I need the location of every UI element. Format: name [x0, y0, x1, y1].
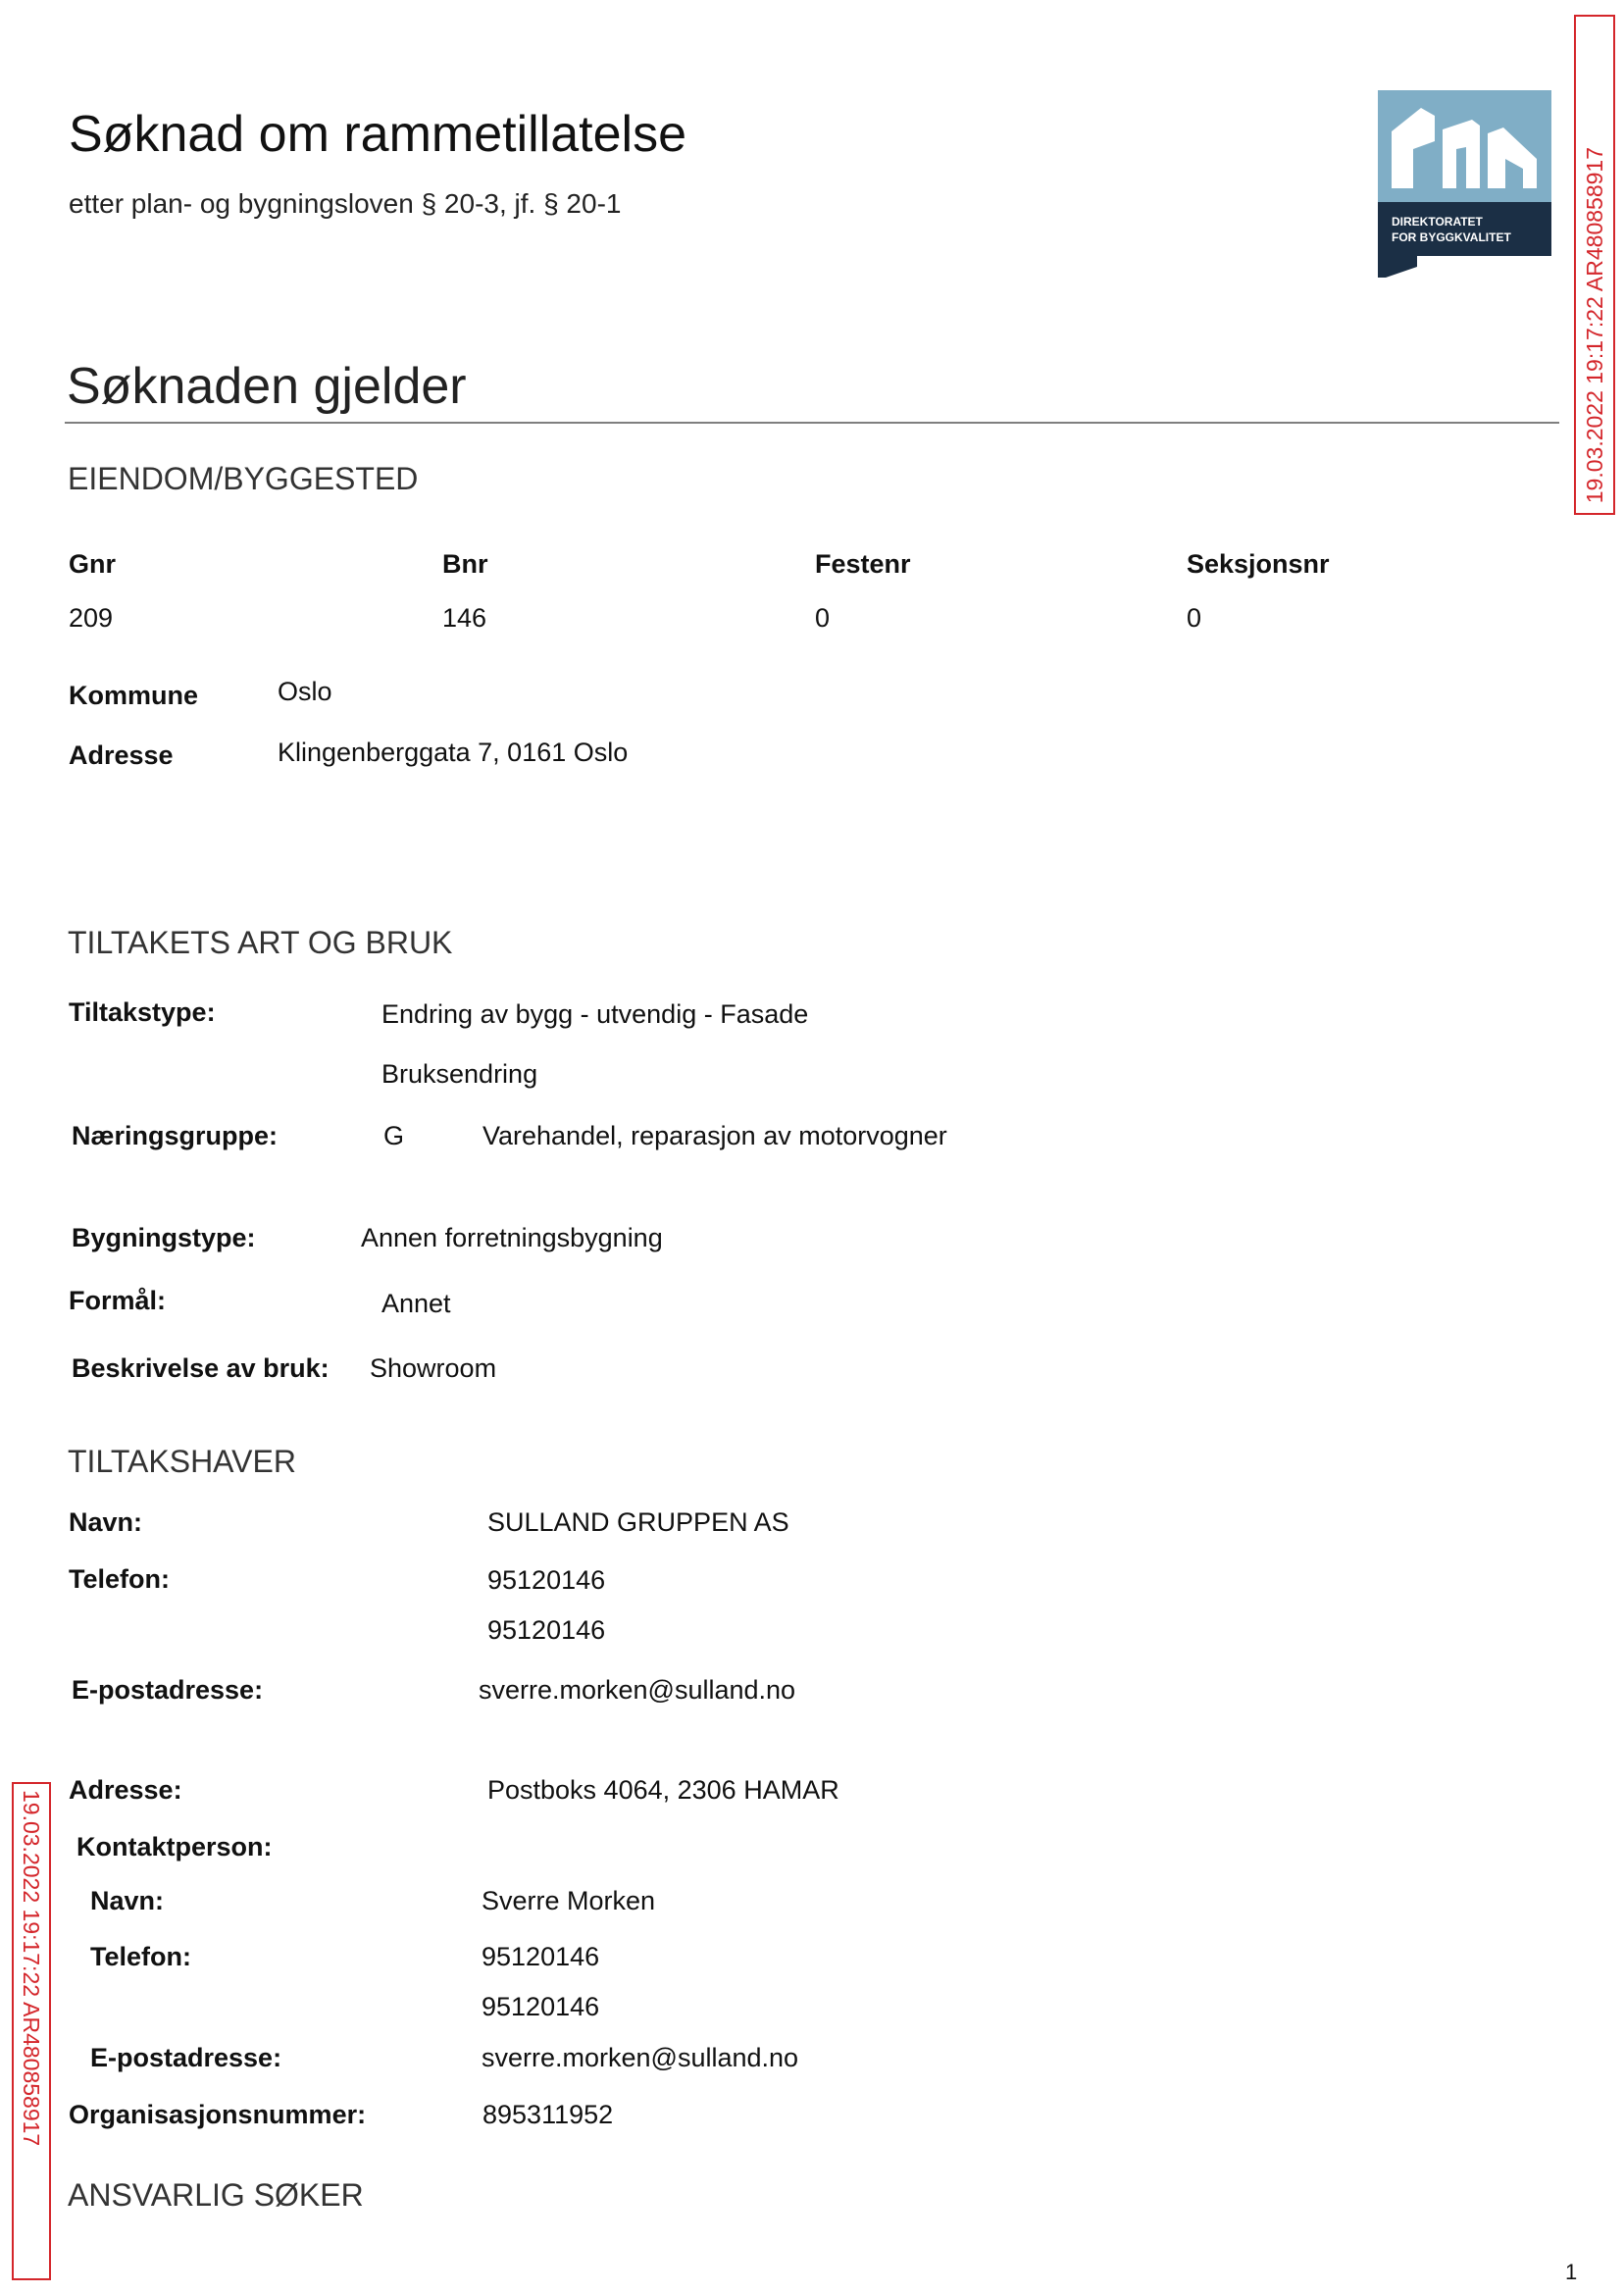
tiltakshaver-adresse-label: Adresse:	[69, 1775, 182, 1805]
kontaktperson-telefon-value: 95120146	[482, 1992, 600, 2021]
adresse-value: Klingenberggata 7, 0161 Oslo	[278, 738, 629, 767]
archive-stamp-text: 19.03.2022 19:17:22 AR480858917	[19, 1790, 44, 2147]
kontaktperson-telefon-value: 95120146	[482, 1942, 600, 1971]
tiltakshaver-heading: TILTAKSHAVER	[68, 1444, 296, 1479]
bygningstype-value: Annen forretningsbygning	[361, 1223, 663, 1252]
ansvarlig-soker-heading: ANSVARLIG SØKER	[68, 2177, 364, 2213]
gnr-value: 209	[69, 603, 114, 633]
beskrivelse-label: Beskrivelse av bruk:	[72, 1353, 330, 1383]
kontaktperson-epost-label: E-postadresse:	[90, 2043, 282, 2072]
tiltak-heading: TILTAKETS ART OG BRUK	[68, 925, 453, 960]
archive-stamp-left	[12, 1782, 51, 2280]
kontaktperson-telefon-label: Telefon:	[90, 1942, 191, 1971]
naeringsgruppe-value: Varehandel, reparasjon av motorvogner	[482, 1121, 947, 1150]
adresse-label: Adresse	[69, 740, 174, 770]
tiltakstype-value: Bruksendring	[381, 1059, 538, 1089]
bygningstype-label: Bygningstype:	[72, 1223, 256, 1252]
kontaktperson-epost-value: sverre.morken@sulland.no	[482, 2043, 799, 2072]
tiltakshaver-adresse-value: Postboks 4064, 2306 HAMAR	[487, 1775, 839, 1805]
archive-stamp-text: 19.03.2022 19:17:22 AR480858917	[1582, 146, 1607, 503]
page-number: 1	[1565, 2260, 1578, 2284]
naeringsgruppe-label: Næringsgruppe:	[72, 1121, 279, 1150]
orgnr-value: 895311952	[482, 2100, 614, 2129]
section-divider	[65, 422, 1559, 424]
kontaktperson-heading: Kontaktperson:	[76, 1832, 273, 1861]
kommune-value: Oslo	[278, 677, 332, 706]
tiltakshaver-telefon-label: Telefon:	[69, 1564, 170, 1594]
logo-text-line1: DIREKTORATET	[1392, 215, 1483, 229]
tiltakshaver-epost-value: sverre.morken@sulland.no	[479, 1675, 796, 1705]
formal-label: Formål:	[69, 1286, 167, 1315]
tiltakshaver-navn-value: SULLAND GRUPPEN AS	[487, 1507, 789, 1537]
kommune-label: Kommune	[69, 681, 199, 710]
bnr-label: Bnr	[442, 549, 488, 579]
naeringsgruppe-code: G	[383, 1121, 405, 1150]
archive-stamp-top-right	[1574, 15, 1615, 515]
tiltakshaver-telefon-value: 95120146	[487, 1565, 606, 1595]
tiltakshaver-epost-label: E-postadresse:	[72, 1675, 264, 1705]
dibk-logo-icon	[1378, 90, 1551, 278]
festenr-value: 0	[815, 603, 831, 633]
formal-value: Annet	[381, 1289, 451, 1318]
tiltakshaver-navn-label: Navn:	[69, 1507, 143, 1537]
kontaktperson-navn-value: Sverre Morken	[482, 1886, 656, 1915]
tiltakshaver-telefon-value: 95120146	[487, 1615, 606, 1645]
festenr-label: Festenr	[815, 549, 911, 579]
orgnr-label: Organisasjonsnummer:	[69, 2100, 367, 2129]
kontaktperson-navn-label: Navn:	[90, 1886, 165, 1915]
tiltakstype-value: Endring av bygg - utvendig - Fasade	[381, 999, 809, 1029]
tiltakstype-label: Tiltakstype:	[69, 997, 216, 1027]
seksjonsnr-value: 0	[1187, 603, 1202, 633]
beskrivelse-value: Showroom	[370, 1353, 497, 1383]
seksjonsnr-label: Seksjonsnr	[1187, 549, 1330, 579]
gnr-label: Gnr	[69, 549, 117, 579]
section-title: Søknaden gjelder	[67, 358, 467, 415]
document-subtitle: etter plan- og bygningsloven § 20-3, jf. § 20-1	[69, 188, 622, 219]
document-title: Søknad om rammetillatelse	[69, 106, 686, 163]
eiendom-heading: EIENDOM/BYGGESTED	[68, 461, 419, 496]
logo-text-line2: FOR BYGGKVALITET	[1392, 230, 1511, 244]
bnr-value: 146	[442, 603, 487, 633]
